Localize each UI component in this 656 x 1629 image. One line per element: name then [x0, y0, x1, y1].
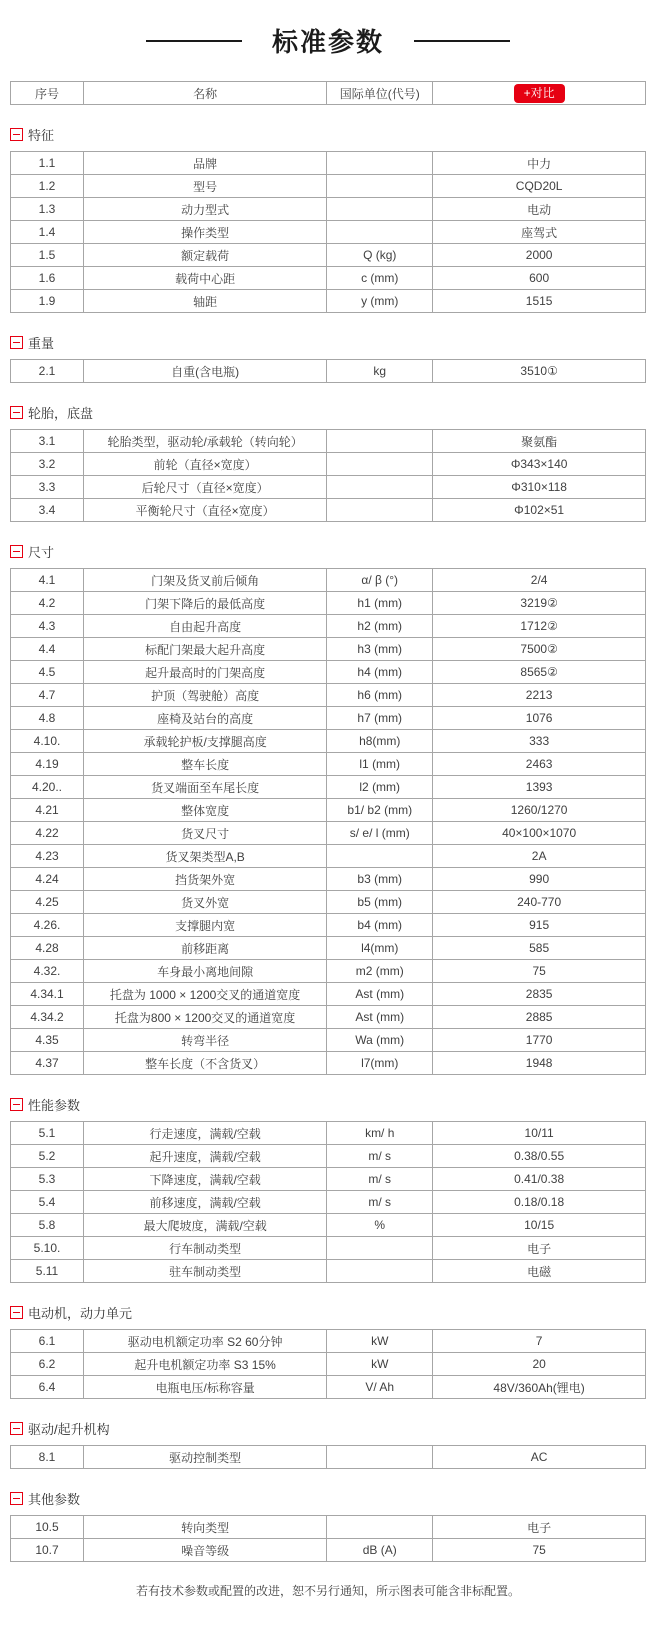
row-name: 托盘为800 × 1200交叉的通道宽度 [84, 1006, 327, 1029]
table-row [11, 1539, 646, 1562]
section [10, 1489, 646, 1562]
row-name: 货叉端面至车尾长度 [84, 776, 327, 799]
section-label: 性能参数 [28, 1098, 81, 1113]
section [10, 403, 646, 522]
row-unit [327, 1516, 433, 1539]
table-row [11, 1029, 646, 1052]
row-unit: m2 (mm) [327, 960, 433, 983]
row-name: 货叉架类型A,B [84, 845, 327, 868]
section [10, 1095, 646, 1283]
row-value: 3510① [433, 360, 646, 383]
row-no: 3.4 [11, 499, 84, 522]
row-unit: l1 (mm) [327, 753, 433, 776]
collapse-minus-icon[interactable] [10, 1492, 23, 1505]
table-row [11, 198, 646, 221]
row-no: 10.7 [11, 1539, 84, 1562]
row-name: 驱动电机额定功率 S2 60分钟 [84, 1330, 327, 1353]
title-right-line [414, 40, 510, 42]
section-toggle[interactable] [10, 333, 646, 352]
row-unit: % [327, 1214, 433, 1237]
collapse-minus-icon[interactable] [10, 1098, 23, 1111]
table-row [11, 1330, 646, 1353]
row-name: 承载轮护板/支撑腿高度 [84, 730, 327, 753]
spec-table [10, 1329, 646, 1399]
row-no: 4.1 [11, 569, 84, 592]
section-label: 驱动/起升机构 [28, 1422, 110, 1437]
table-row [11, 822, 646, 845]
row-unit [327, 845, 433, 868]
row-name: 电瓶电压/标称容量 [84, 1376, 327, 1399]
table-row [11, 221, 646, 244]
row-name: 自由起升高度 [84, 615, 327, 638]
row-no: 1.5 [11, 244, 84, 267]
row-name: 支撑腿内宽 [84, 914, 327, 937]
table-row [11, 1516, 646, 1539]
spec-table [10, 568, 646, 1075]
table-row [11, 753, 646, 776]
row-name: 护顶（驾驶舱）高度 [84, 684, 327, 707]
compare-button[interactable]: +对比 [514, 84, 565, 103]
table-row [11, 1353, 646, 1376]
spec-table [10, 151, 646, 313]
row-unit: l7(mm) [327, 1052, 433, 1075]
row-no: 5.4 [11, 1191, 84, 1214]
collapse-minus-icon[interactable] [10, 1422, 23, 1435]
row-value: 2000 [433, 244, 646, 267]
table-row [11, 244, 646, 267]
row-name: 自重(含电瓶) [84, 360, 327, 383]
row-value: 915 [433, 914, 646, 937]
row-name: 下降速度，满载/空载 [84, 1168, 327, 1191]
row-name: 货叉尺寸 [84, 822, 327, 845]
row-no: 5.2 [11, 1145, 84, 1168]
row-no: 4.19 [11, 753, 84, 776]
table-row [11, 1006, 646, 1029]
row-unit [327, 453, 433, 476]
row-no: 4.10. [11, 730, 84, 753]
row-unit: h2 (mm) [327, 615, 433, 638]
row-no: 4.25 [11, 891, 84, 914]
header-col-compare [433, 82, 646, 105]
row-value: 7500② [433, 638, 646, 661]
row-unit: m/ s [327, 1168, 433, 1191]
row-name: 行车制动类型 [84, 1237, 327, 1260]
row-no: 2.1 [11, 360, 84, 383]
row-value: 座驾式 [433, 221, 646, 244]
section-toggle[interactable] [10, 125, 646, 144]
row-no: 4.23 [11, 845, 84, 868]
row-value: 2213 [433, 684, 646, 707]
table-row [11, 707, 646, 730]
row-value: 7 [433, 1330, 646, 1353]
row-name: 整车长度 [84, 753, 327, 776]
section [10, 1419, 646, 1469]
row-no: 1.2 [11, 175, 84, 198]
table-row [11, 638, 646, 661]
table-row [11, 1260, 646, 1283]
row-unit: b5 (mm) [327, 891, 433, 914]
row-no: 1.6 [11, 267, 84, 290]
header-row [11, 82, 646, 105]
row-value: 585 [433, 937, 646, 960]
row-name: 起升最高时的门架高度 [84, 661, 327, 684]
table-row [11, 175, 646, 198]
row-unit: Q (kg) [327, 244, 433, 267]
table-row [11, 1446, 646, 1469]
row-value: 75 [433, 1539, 646, 1562]
row-unit: y (mm) [327, 290, 433, 313]
table-row [11, 684, 646, 707]
row-value: 20 [433, 1353, 646, 1376]
row-name: 后轮尺寸（直径×宽度） [84, 476, 327, 499]
section-label: 其他参数 [28, 1492, 81, 1507]
row-unit: kg [327, 360, 433, 383]
row-unit: h7 (mm) [327, 707, 433, 730]
row-no: 4.21 [11, 799, 84, 822]
collapse-minus-icon[interactable] [10, 128, 23, 141]
row-no: 5.11 [11, 1260, 84, 1283]
row-unit: α/ β (°) [327, 569, 433, 592]
row-name: 起升电机额定功率 S3 15% [84, 1353, 327, 1376]
row-unit: kW [327, 1330, 433, 1353]
row-unit: l2 (mm) [327, 776, 433, 799]
row-unit: V/ Ah [327, 1376, 433, 1399]
row-name: 转弯半径 [84, 1029, 327, 1052]
row-no: 4.28 [11, 937, 84, 960]
collapse-minus-icon[interactable] [10, 336, 23, 349]
table-row [11, 914, 646, 937]
row-name: 动力型式 [84, 198, 327, 221]
row-no: 1.3 [11, 198, 84, 221]
row-no: 4.24 [11, 868, 84, 891]
table-row [11, 592, 646, 615]
row-value: 1948 [433, 1052, 646, 1075]
table-row [11, 1376, 646, 1399]
footer-note: 若有技术参数或配置的改进，恕不另行通知，所示图表可能含非标配置。 [135, 1584, 520, 1598]
row-no: 4.35 [11, 1029, 84, 1052]
row-unit [327, 1237, 433, 1260]
row-value: 中力 [433, 152, 646, 175]
row-no: 10.5 [11, 1516, 84, 1539]
header-col-unit: 国际单位(代号) [327, 82, 433, 105]
row-unit: b4 (mm) [327, 914, 433, 937]
row-unit: b3 (mm) [327, 868, 433, 891]
row-value: 电子 [433, 1516, 646, 1539]
row-value: Φ343×140 [433, 453, 646, 476]
row-value: 电子 [433, 1237, 646, 1260]
row-name: 额定载荷 [84, 244, 327, 267]
row-value: 1393 [433, 776, 646, 799]
table-row [11, 453, 646, 476]
table-row [11, 615, 646, 638]
row-no: 4.34.1 [11, 983, 84, 1006]
row-value: 电动 [433, 198, 646, 221]
section-label: 轮胎，底盘 [28, 406, 94, 421]
section-toggle[interactable] [10, 403, 646, 422]
spec-table [10, 359, 646, 383]
row-name: 行走速度，满载/空载 [84, 1122, 327, 1145]
table-row [11, 1145, 646, 1168]
row-no: 4.8 [11, 707, 84, 730]
row-value: 2463 [433, 753, 646, 776]
row-unit: h3 (mm) [327, 638, 433, 661]
sections-container [10, 125, 646, 1562]
page-title: 标准参数 [271, 27, 384, 57]
row-name: 整车长度（不含货叉） [84, 1052, 327, 1075]
row-value: Φ102×51 [433, 499, 646, 522]
row-unit: km/ h [327, 1122, 433, 1145]
table-row [11, 1237, 646, 1260]
section-toggle[interactable] [10, 1303, 646, 1322]
row-no: 6.1 [11, 1330, 84, 1353]
section-label: 电动机，动力单元 [28, 1306, 133, 1321]
row-no: 8.1 [11, 1446, 84, 1469]
table-row [11, 476, 646, 499]
row-unit [327, 430, 433, 453]
table-row [11, 960, 646, 983]
row-value: 8565② [433, 661, 646, 684]
row-value: 333 [433, 730, 646, 753]
spec-table [10, 1445, 646, 1469]
row-value: 2835 [433, 983, 646, 1006]
row-unit [327, 152, 433, 175]
section-toggle[interactable] [10, 1095, 646, 1114]
row-no: 3.2 [11, 453, 84, 476]
row-unit: c (mm) [327, 267, 433, 290]
section [10, 1303, 646, 1399]
row-unit: Ast (mm) [327, 983, 433, 1006]
row-name: 起升速度，满载/空载 [84, 1145, 327, 1168]
row-name: 品牌 [84, 152, 327, 175]
row-unit: Wa (mm) [327, 1029, 433, 1052]
row-no: 4.34.2 [11, 1006, 84, 1029]
row-value: 990 [433, 868, 646, 891]
row-unit: h6 (mm) [327, 684, 433, 707]
row-value: Φ310×118 [433, 476, 646, 499]
row-no: 5.3 [11, 1168, 84, 1191]
row-name: 前移距离 [84, 937, 327, 960]
table-row [11, 868, 646, 891]
table-row [11, 360, 646, 383]
row-name: 转向类型 [84, 1516, 327, 1539]
row-name: 座椅及站台的高度 [84, 707, 327, 730]
spec-table [10, 1515, 646, 1562]
row-name: 驻车制动类型 [84, 1260, 327, 1283]
section [10, 125, 646, 313]
table-row [11, 267, 646, 290]
row-unit [327, 476, 433, 499]
section-toggle[interactable] [10, 542, 646, 561]
row-unit: m/ s [327, 1145, 433, 1168]
page-title-row [10, 22, 646, 59]
table-row [11, 290, 646, 313]
table-row [11, 499, 646, 522]
section-label: 重量 [28, 336, 55, 351]
header-table [10, 81, 646, 105]
section [10, 542, 646, 1075]
row-unit: h1 (mm) [327, 592, 433, 615]
row-no: 4.37 [11, 1052, 84, 1075]
row-value: 10/11 [433, 1122, 646, 1145]
row-no: 4.4 [11, 638, 84, 661]
row-no: 4.5 [11, 661, 84, 684]
row-value: 聚氨酯 [433, 430, 646, 453]
row-unit: kW [327, 1353, 433, 1376]
row-no: 4.20.. [11, 776, 84, 799]
row-value: 2885 [433, 1006, 646, 1029]
row-name: 整体宽度 [84, 799, 327, 822]
collapse-minus-icon[interactable] [10, 545, 23, 558]
row-value: 1712② [433, 615, 646, 638]
row-name: 操作类型 [84, 221, 327, 244]
table-row [11, 152, 646, 175]
collapse-minus-icon[interactable] [10, 406, 23, 419]
section [10, 333, 646, 383]
table-row [11, 937, 646, 960]
row-name: 轮胎类型，驱动轮/承载轮（转向轮） [84, 430, 327, 453]
row-unit: b1/ b2 (mm) [327, 799, 433, 822]
spec-table [10, 429, 646, 522]
row-value: 2A [433, 845, 646, 868]
row-unit: dB (A) [327, 1539, 433, 1562]
row-unit [327, 1446, 433, 1469]
row-no: 4.22 [11, 822, 84, 845]
row-no: 6.4 [11, 1376, 84, 1399]
row-no: 1.1 [11, 152, 84, 175]
table-row [11, 891, 646, 914]
table-row [11, 730, 646, 753]
row-name: 挡货架外宽 [84, 868, 327, 891]
row-unit [327, 221, 433, 244]
table-row [11, 1122, 646, 1145]
section-toggle[interactable] [10, 1489, 646, 1508]
row-unit: h4 (mm) [327, 661, 433, 684]
row-value: 40×100×1070 [433, 822, 646, 845]
row-no: 5.10. [11, 1237, 84, 1260]
row-name: 托盘为 1000 × 1200交叉的通道宽度 [84, 983, 327, 1006]
row-no: 5.8 [11, 1214, 84, 1237]
row-no: 4.7 [11, 684, 84, 707]
row-unit [327, 499, 433, 522]
row-name: 前轮（直径×宽度） [84, 453, 327, 476]
row-no: 4.2 [11, 592, 84, 615]
row-unit [327, 198, 433, 221]
row-name: 前移速度，满载/空载 [84, 1191, 327, 1214]
row-name: 最大爬坡度，满载/空载 [84, 1214, 327, 1237]
collapse-minus-icon[interactable] [10, 1306, 23, 1319]
table-row [11, 983, 646, 1006]
row-unit [327, 175, 433, 198]
row-value: 0.41/0.38 [433, 1168, 646, 1191]
row-name: 车身最小离地间隙 [84, 960, 327, 983]
spec-table [10, 1121, 646, 1283]
table-row [11, 430, 646, 453]
row-unit: h8(mm) [327, 730, 433, 753]
table-row [11, 1191, 646, 1214]
table-row [11, 1214, 646, 1237]
row-no: 5.1 [11, 1122, 84, 1145]
row-value: 0.38/0.55 [433, 1145, 646, 1168]
row-no: 4.26. [11, 914, 84, 937]
row-no: 3.1 [11, 430, 84, 453]
table-row [11, 799, 646, 822]
row-value: AC [433, 1446, 646, 1469]
row-value: 1770 [433, 1029, 646, 1052]
row-value: 1076 [433, 707, 646, 730]
row-unit: m/ s [327, 1191, 433, 1214]
row-name: 载荷中心距 [84, 267, 327, 290]
row-value: 0.18/0.18 [433, 1191, 646, 1214]
row-no: 6.2 [11, 1353, 84, 1376]
header-col-name: 名称 [84, 82, 327, 105]
table-row [11, 776, 646, 799]
row-value: CQD20L [433, 175, 646, 198]
row-no: 3.3 [11, 476, 84, 499]
row-name: 货叉外宽 [84, 891, 327, 914]
table-row [11, 1052, 646, 1075]
row-no: 1.9 [11, 290, 84, 313]
row-value: 2/4 [433, 569, 646, 592]
row-unit: Ast (mm) [327, 1006, 433, 1029]
row-no: 4.32. [11, 960, 84, 983]
row-value: 1260/1270 [433, 799, 646, 822]
row-name: 平衡轮尺寸（直径×宽度） [84, 499, 327, 522]
table-row [11, 845, 646, 868]
row-name: 标配门架最大起升高度 [84, 638, 327, 661]
row-value: 240-770 [433, 891, 646, 914]
title-left-line [146, 40, 242, 42]
row-value: 10/15 [433, 1214, 646, 1237]
row-unit: l4(mm) [327, 937, 433, 960]
row-value: 600 [433, 267, 646, 290]
row-name: 噪音等级 [84, 1539, 327, 1562]
section-label: 特征 [28, 128, 55, 143]
row-name: 型号 [84, 175, 327, 198]
table-row [11, 1168, 646, 1191]
row-unit: s/ e/ l (mm) [327, 822, 433, 845]
row-name: 门架及货叉前后倾角 [84, 569, 327, 592]
section-toggle[interactable] [10, 1419, 646, 1438]
row-name: 轴距 [84, 290, 327, 313]
table-row [11, 569, 646, 592]
row-name: 门架下降后的最低高度 [84, 592, 327, 615]
row-value: 48V/360Ah(锂电) [433, 1376, 646, 1399]
header-col-no: 序号 [11, 82, 84, 105]
row-value: 75 [433, 960, 646, 983]
table-row [11, 661, 646, 684]
row-value: 3219② [433, 592, 646, 615]
row-value: 电磁 [433, 1260, 646, 1283]
row-no: 1.4 [11, 221, 84, 244]
row-value: 1515 [433, 290, 646, 313]
row-unit [327, 1260, 433, 1283]
row-no: 4.3 [11, 615, 84, 638]
section-label: 尺寸 [28, 545, 55, 560]
row-name: 驱动控制类型 [84, 1446, 327, 1469]
